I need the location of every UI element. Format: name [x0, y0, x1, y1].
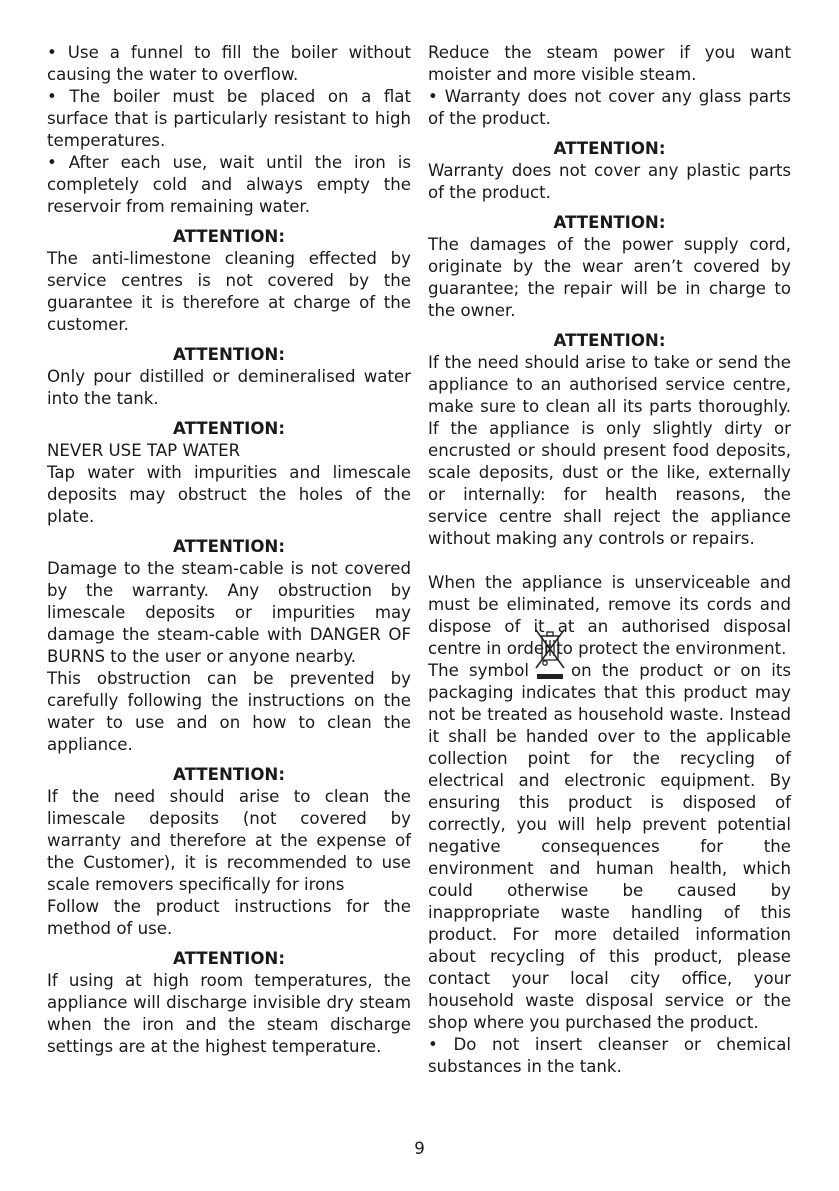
attention-heading: ATTENTION:: [553, 139, 666, 158]
product-instructions-paragraph: Follow the product instructions for the method of use.: [47, 897, 411, 938]
disposal-paragraph: When the appliance is unserviceable and must be eliminated, remove its cords and dispose of it at an authorised disposal centre in order to protect the environment.: [428, 573, 791, 658]
plastic-parts-paragraph: Warranty does not cover any plastic parts of the product.: [428, 161, 791, 202]
obstruction-prevention-paragraph: This obstruction can be prevented by carefully following the instructions on the water to use and on how to clean the appliance.: [47, 669, 411, 754]
attention-heading: ATTENTION:: [173, 765, 285, 784]
spacer: [428, 550, 791, 572]
service-centre-paragraph: If the need should arise to take or send the appliance to an authorised service centre, make sure to clean all its parts thoroughly. If the appliance is only slightly dirty or encrusted or should present food deposits, scale deposits, dust or the like, externally or internally: for health reasons, the service centre shall reject the appliance without making any controls or repairs.: [428, 353, 791, 548]
crossed-out-wheelie-bin-icon: [533, 660, 567, 682]
attention-heading: ATTENTION:: [173, 537, 285, 556]
attention-heading: ATTENTION:: [173, 949, 285, 968]
tap-water-paragraph: Tap water with impurities and limescale deposits may obstruct the holes of the plate.: [47, 463, 411, 526]
steam-power-paragraph: Reduce the steam power if you want moister and more visible steam.: [428, 43, 791, 84]
left-column: [47, 42, 411, 1058]
tap-water-warning: NEVER USE TAP WATER: [47, 441, 241, 460]
weee-text-before: The symbol: [428, 661, 529, 680]
attention-heading: ATTENTION:: [173, 419, 285, 438]
bullet-empty-reservoir: • After each use, wait until the iron is completely cold and always empty the reservoir from remaining water.: [47, 153, 411, 216]
weee-symbol-paragraph: [428, 660, 791, 1034]
attention-heading: ATTENTION:: [173, 227, 285, 246]
power-cord-paragraph: The damages of the power supply cord, originate by the wear aren’t covered by guarantee; the repair will be in charge to the owner.: [428, 235, 791, 320]
bullet-flat-surface: • The boiler must be placed on a flat surface that is particularly resistant to high temperatures.: [47, 87, 411, 150]
bullet-glass-parts: • Warranty does not cover any glass parts of the product.: [428, 87, 791, 128]
anti-limestone-paragraph: The anti-limestone cleaning effected by service centres is not covered by the guarantee it is therefore at charge of the customer.: [47, 249, 411, 334]
limescale-cleaning-paragraph: If the need should arise to clean the limescale deposits (not covered by warranty and therefore at the expense of the Customer), it is recommended to use scale removers specifically for irons: [47, 787, 411, 894]
weee-text-after: on the product or on its packaging indicates that this product may not be treated as household waste. Instead it shall be handed over to the applicable collection point for the recycling of electrical and electronic equipment. By ensuring this product is disposed of correctly, you will help prevent potential negative consequences for the environment and human health, which could otherwise be caused by inappropriate waste handling of this product. For more detailed information about recycling of this product, please contact your local city office, your household waste disposal service or the shop where you purchased the product.: [428, 661, 791, 1032]
attention-heading: ATTENTION:: [553, 331, 666, 350]
page-number: 9: [414, 1139, 425, 1158]
bullet-funnel: • Use a funnel to fill the boiler without causing the water to overflow.: [47, 43, 411, 84]
high-temperature-paragraph: If using at high room temperatures, the appliance will discharge invisible dry steam when the iron and the steam discharge settings are at the highest temperature.: [47, 971, 411, 1056]
distilled-water-paragraph: Only pour distilled or demineralised water into the tank.: [47, 367, 411, 408]
right-column: [428, 42, 791, 1078]
attention-heading: ATTENTION:: [173, 345, 285, 364]
steam-cable-paragraph: Damage to the steam-cable is not covered by the warranty. Any obstruction by limescale deposits or impurities may damage the steam-cable with DANGER OF BURNS to the user or anyone nearby.: [47, 559, 411, 666]
attention-heading: ATTENTION:: [553, 213, 666, 232]
bullet-no-cleanser: • Do not insert cleanser or chemical substances in the tank.: [428, 1035, 791, 1076]
